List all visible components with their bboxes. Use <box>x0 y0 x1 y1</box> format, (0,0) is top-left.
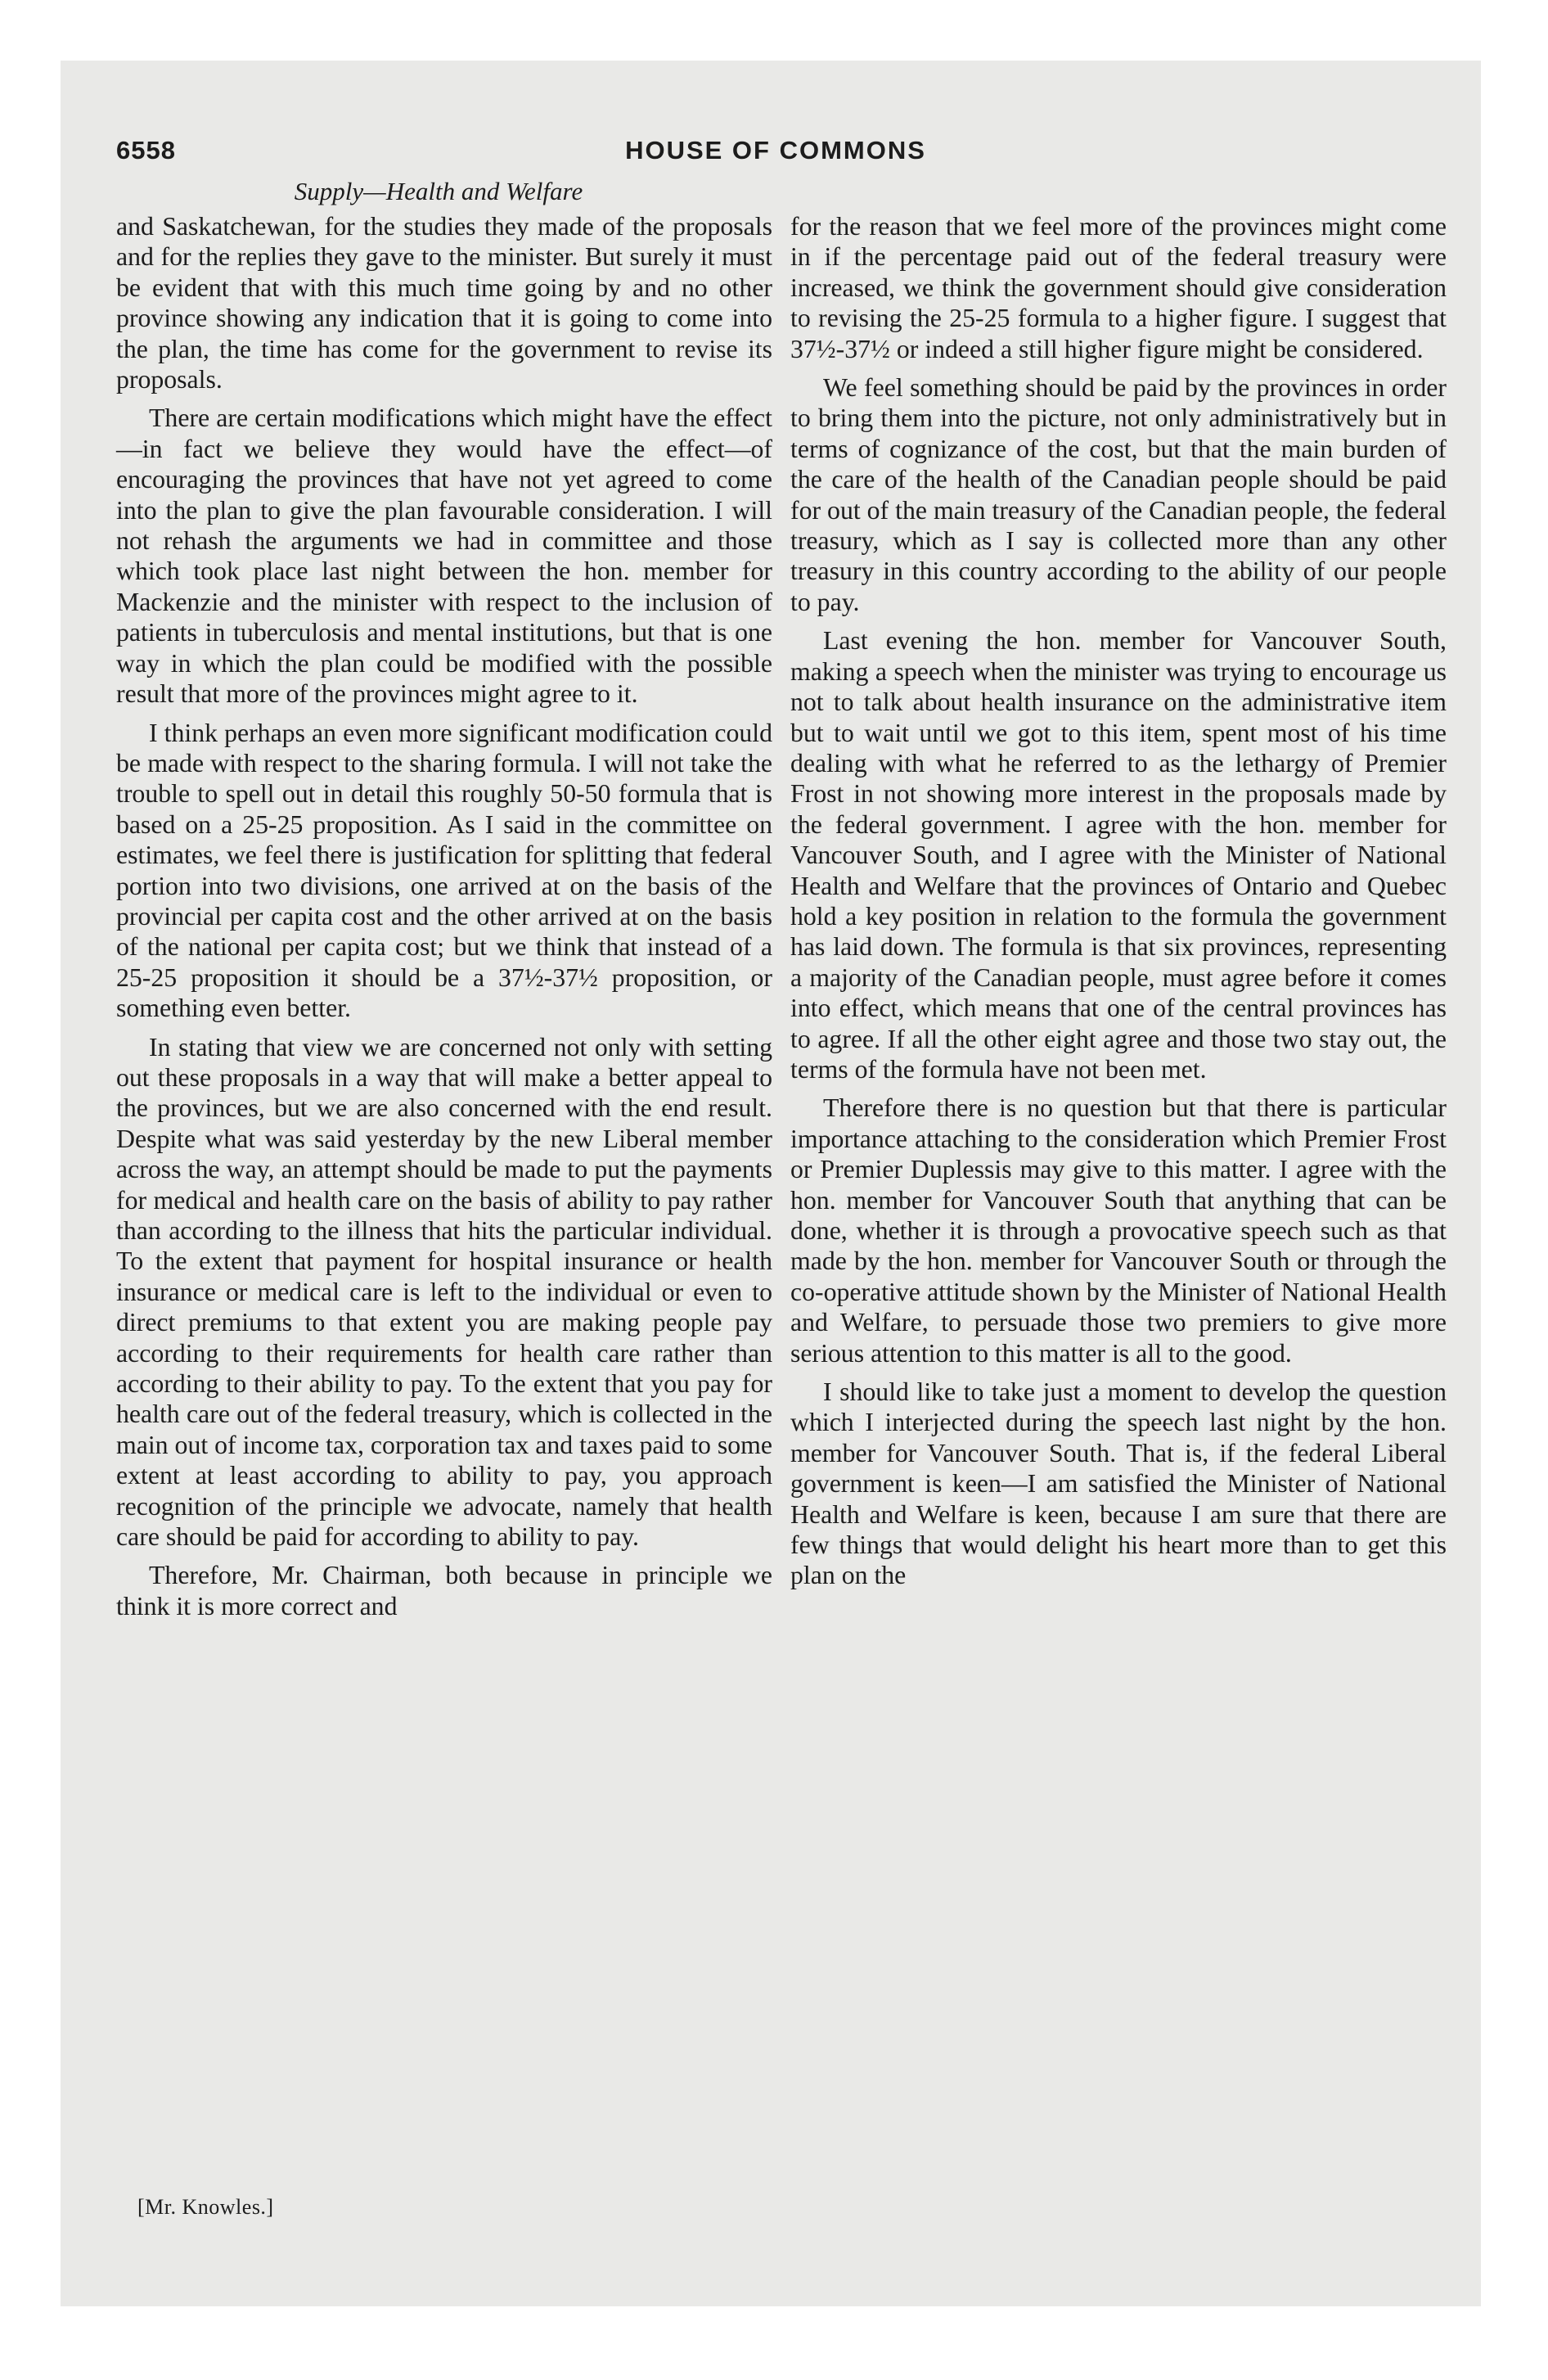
paragraph: There are certain modifications which might have the effect—in fact we believe they would have the effect—of encouraging the provinces that have not yet agreed to come into the plan to give the plan favourable consideration. I will not rehash the arguments we had in committee and those which took place last night between the hon. member for Mackenzie and the minister with respect to the inclusion of patients in tuberculosis and mental institutions, but that is one way in which the plan could be modified with the possible result that more of the provinces might agree to it. <box>116 403 772 709</box>
page-number: 6558 <box>116 136 176 165</box>
paragraph: Last evening the hon. member for Vancouver South, making a speech when the minister was trying to encourage us not to talk about health insurance on the administrative item but to wait until we got to this item, spent most of his time dealing with what he referred to as the lethargy of Premier Frost in not showing more interest in the proposals made by the federal government. I agree with the hon. member for Vancouver South, and I agree with the Minister of National Health and Welfare that the provinces of Ontario and Quebec hold a key position in relation to the formula the government has laid down. The formula is that six provinces, representing a majority of the Canadian people, must agree before it comes into effect, which means that one of the central provinces has to agree. If all the other eight agree and those two stay out, the terms of the formula have not been met. <box>790 626 1447 1084</box>
paragraph: Therefore there is no question but that there is particular importance attaching to the consideration which Premier Frost or Premier Duplessis may give to this matter. I agree with the hon. member for Vancouver South that anything that can be done, whether it is through a provocative speech such as that made by the hon. member for Vancouver South or through the co-operative attitude shown by the Minister of National Health and Welfare, to persuade those two premiers to give more serious attention to this matter is all to the good. <box>790 1093 1447 1368</box>
running-head <box>116 136 1435 170</box>
paragraph: We feel something should be paid by the provinces in order to bring them into the picture, not only administratively but in terms of cognizance of the cost, but that the main burden of the care of the health of the Canadian people should be paid for out of the main treasury of the Canadian people, the federal treasury, which as I say is collected more than any other treasury in this country according to the ability of our people to pay. <box>790 373 1447 616</box>
speaker-attribution: [Mr. Knowles.] <box>137 2195 274 2219</box>
left-column <box>116 211 772 1621</box>
paragraph: I think perhaps an even more significant modification could be made with respect to the sharing formula. I will not take the trouble to spell out in detail this roughly 50-50 formula that is based on a 25-25 proposition. As I said in the committee on estimates, we feel there is justification for splitting that federal portion into two divisions, one arrived at on the basis of the provincial per capita cost and the other arrived at on the basis of the national per capita cost; but we think that instead of a 25-25 proposition it should be a 37½-37½ proposition, or something even better. <box>116 718 772 1023</box>
paragraph: In stating that view we are concerned not only with setting out these proposals in a way that will make a better appeal to the provinces, but we are also concerned with the end result. Despite what was said yesterday by the new Liberal member across the way, an attempt should be made to put the payments for medical and health care on the basis of ability to pay rather than according to the illness that hits the particular individual. To the extent that payment for hospital insurance or health insurance or medical care is left to the individual or even to direct premiums to that extent you are making people pay according to their requirements for health care rather than according to their ability to pay. To the extent that you pay for health care out of the federal treasury, which is collected in the main out of income tax, corporation tax and taxes paid to some extent at least according to ability to pay, you approach recognition of the principle we advocate, namely that health care should be paid for according to ability to pay. <box>116 1032 772 1552</box>
paragraph: for the reason that we feel more of the provinces might come in if the percentage paid out of the federal treasury were increased, we think the government should give consideration to revising the 25-25 formula to a higher figure. I suggest that 37½-37½ or indeed a still higher figure might be considered. <box>790 212 1447 363</box>
section-heading: Supply—Health and Welfare <box>294 177 583 205</box>
journal-title: HOUSE OF COMMONS <box>625 136 926 165</box>
paragraph: I should like to take just a moment to develop the question which I interjected during the speech last night by the hon. member for Vancouver South. That is, if the federal Liberal government is keen—I am satisfied the Minister of National Health and Welfare is keen, because I am sure that there are few things that would delight his heart more than to get this plan on the <box>790 1377 1447 1590</box>
right-column <box>790 211 1447 1591</box>
paragraph: Therefore, Mr. Chairman, both because in principle we think it is more correct and <box>116 1561 772 1620</box>
paragraph: and Saskatchewan, for the studies they made of the proposals and for the replies they gave to the minister. But surely it must be evident that with this much time going by and no other province showing any indication that it is going to come into the plan, the time has come for the government to revise its proposals. <box>116 212 772 394</box>
